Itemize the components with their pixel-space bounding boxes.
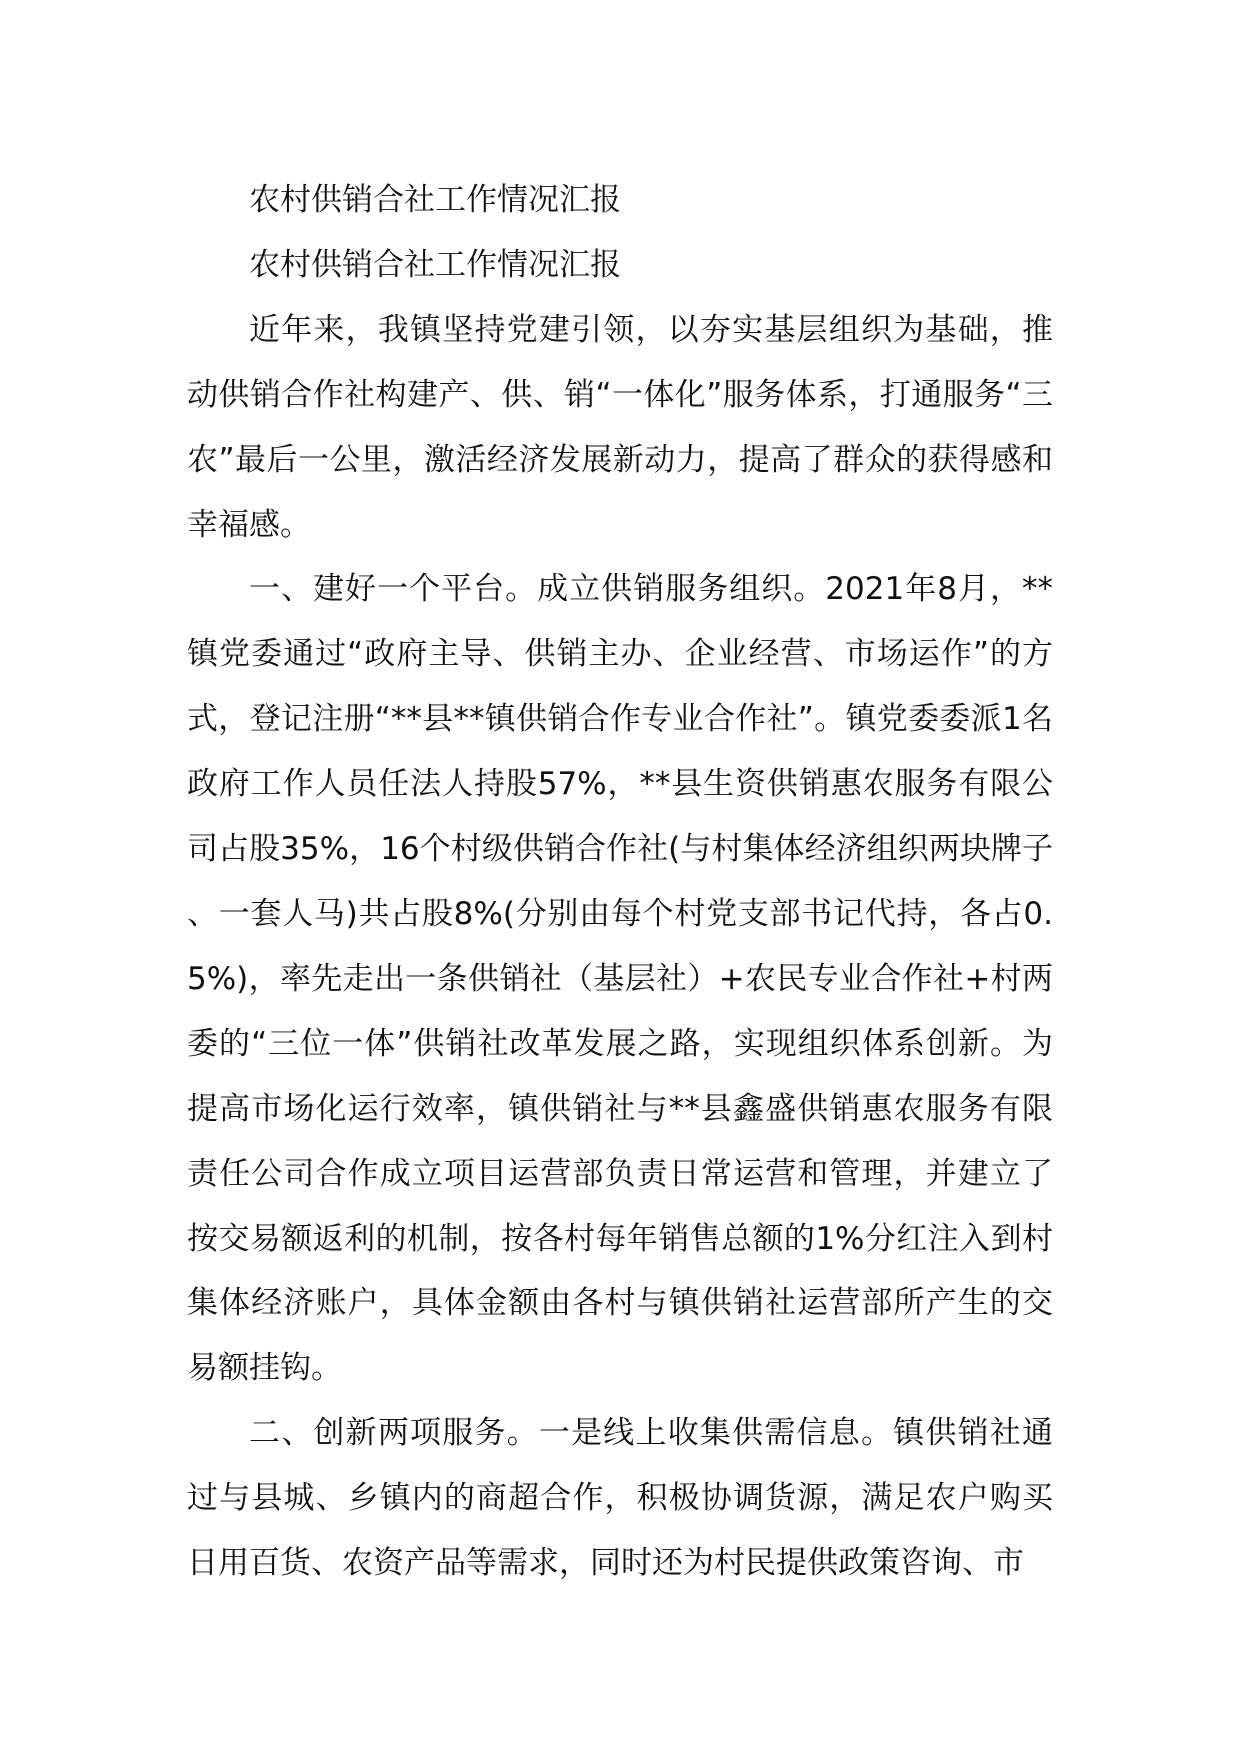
document-body [187,168,1053,1596]
document-title: 农村供销合社工作情况汇报 [249,182,621,218]
paragraph-services: 二、创新两项服务。一是线上收集供需信息。镇供销社通过与县城、乡镇内的商超合作，积极协调货源，满足农户购买日用百货、农资产品等需求，同时还为村民提供政策咨询、市 [187,1415,1053,1582]
paragraph-platform: 一、建好一个平台。成立供销服务组织。2021年8月，**镇党委通过“政府主导、供销主办、企业经营、市场运作”的方式，登记注册“**县**镇供销合作专业合作社”。镇党委委派1名政府工作人员任法人持股57%，**县生资供销惠农服务有限公司占股35%，16个村级供销合作社(与村集体经济组织两块牌子、一套人马)共占股8%(分别由每个村党支部书记代持，各占0.5%)，率先走出一条供销社（基层社）+农民专业合作社+村两委的“三位一体”供销社改革发展之路，实现组织体系创新。为提高市场化运行效率，镇供销社与**县鑫盛供销惠农服务有限责任公司合作成立项目运营部负责日常运营和管理，并建立了按交易额返利的机制，按各村每年销售总额的1%分红注入到村集体经济账户，具体金额由各村与镇供销社运营部所产生的交易额挂钩。 [187,571,1053,1387]
paragraph-intro: 近年来，我镇坚持党建引领，以夯实基层组织为基础，推动供销合作社构建产、供、销“一体化”服务体系，打通服务“三农”最后一公里，激活经济发展新动力，提高了群众的获得感和幸福感。 [187,311,1053,543]
document-subtitle: 农村供销合社工作情况汇报 [249,246,621,283]
